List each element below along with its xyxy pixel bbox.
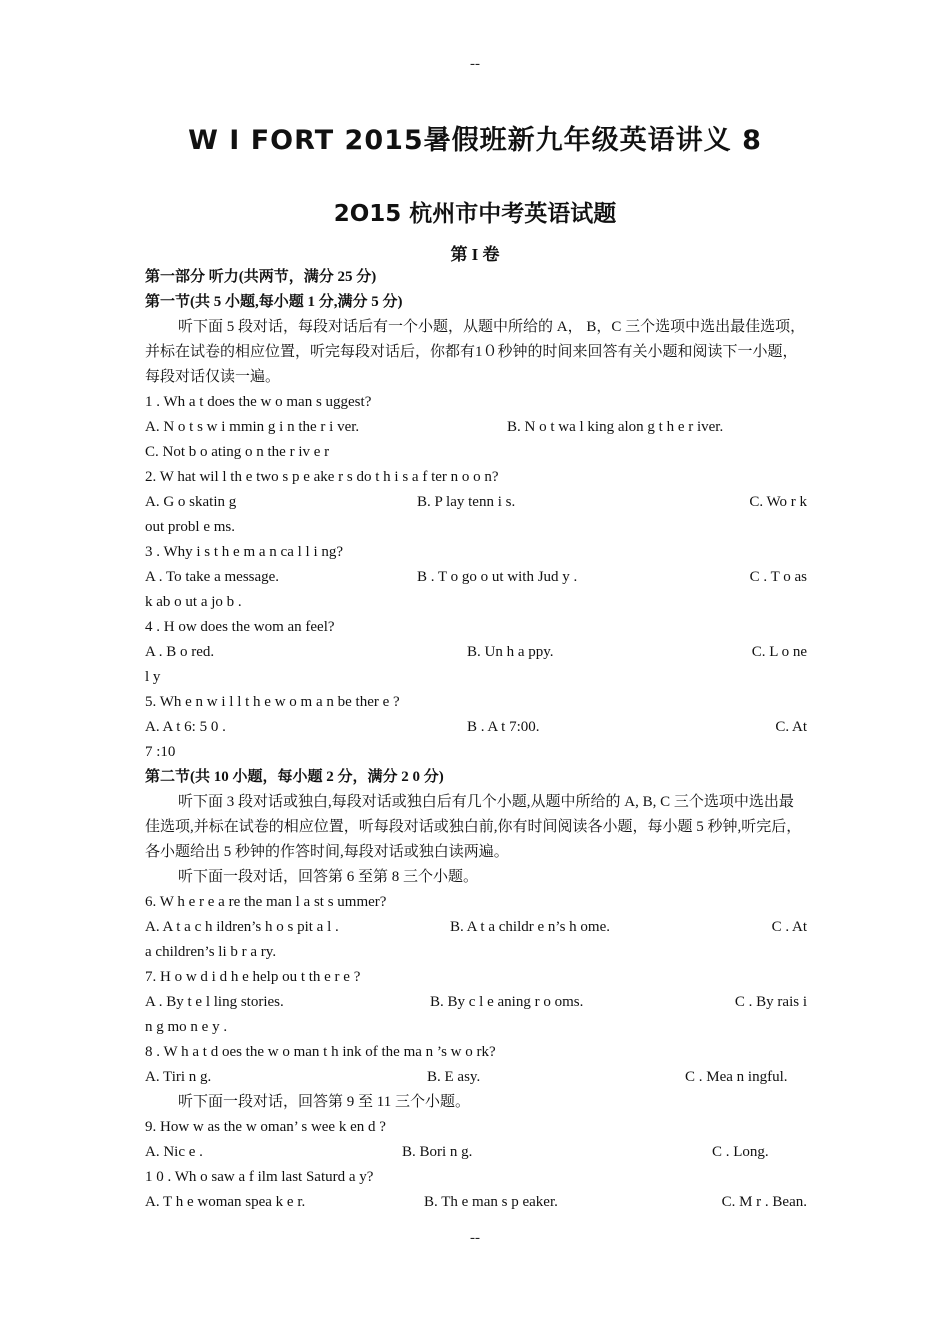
- option-b: B. A t a childr e n’s h ome.: [450, 919, 610, 935]
- question-options: [145, 490, 807, 515]
- question-options: [145, 915, 807, 940]
- option-b: B. E asy.: [427, 1069, 481, 1085]
- question-stem: 9. How w as the w oman’ s wee k en d ?: [145, 1119, 386, 1135]
- option-b: B. Bori n g.: [402, 1144, 473, 1160]
- option-c: C. L o ne: [751, 644, 807, 660]
- question-options: [145, 715, 807, 740]
- question-stem: 5. Wh e n w i l l t h e w o m a n be ther e ?: [145, 694, 400, 710]
- option-c: C . Long.: [712, 1144, 769, 1160]
- question-options: [145, 565, 807, 590]
- option-c: C . At: [771, 919, 807, 935]
- option-c-continued: a children’s li b r a ry.: [145, 944, 277, 960]
- option-c-continued: 7 :10: [145, 744, 176, 760]
- option-c: C . By rais i: [734, 994, 807, 1010]
- option-c: C. Wo r k: [749, 494, 807, 510]
- option-a: A . By t e l ling stories.: [145, 994, 284, 1010]
- question-options: [145, 1190, 807, 1215]
- question-stem: 6. W h e r e a re the man l a st s ummer?: [145, 894, 387, 910]
- question-stem: 8 . W h a t d oes the w o man t h ink of the ma n ’s w o rk?: [145, 1044, 496, 1060]
- question-stem: 2. W hat wil l th e two s p e ake r s do t h i s a f ter n o o n?: [145, 469, 499, 485]
- question-stem: 1 . Wh a t does the w o man s uggest?: [145, 394, 372, 410]
- option-c-continued: l y: [145, 669, 161, 685]
- option-c: C . Mea n ingful.: [685, 1069, 788, 1085]
- question-stem: 7. H o w d i d h e help ou t th e r e ?: [145, 969, 361, 985]
- question-stem: 4 . H ow does the wom an feel?: [145, 619, 335, 635]
- document-title: W I FORT 2015暑假班新九年级英语讲义 8: [188, 125, 762, 156]
- option-a: A. N o t s w i mmin g i n the r i ver.: [145, 419, 360, 435]
- section2-instruction-text: 听下面 3 段对话或独白,每段对话或独白后有几个小题,从题中所给的 A, B, C 三个选项中选出最佳选项,并标在试卷的相应位置，听每段对话或独白前,你有时间阅读各小题，每小题 5 秒钟,听完后，各小题给出 5 秒钟的作答时间,每段对话或独白读两遍。: [145, 794, 802, 860]
- section2-instruction: [145, 790, 807, 865]
- question-stem: 1 0 . Wh o saw a f ilm last Saturd a y?: [145, 1169, 374, 1185]
- option-a: A. A t a c h ildren’s h o s pit a l .: [145, 919, 339, 935]
- option-a: A . B o red.: [145, 644, 215, 660]
- option-c-continued: n g mo n e y .: [145, 1019, 228, 1035]
- option-c: C . T o as: [749, 569, 807, 585]
- question-options: [145, 1065, 807, 1090]
- option-b: B. Un h a ppy.: [467, 644, 554, 660]
- page-mark-top: --: [470, 56, 480, 72]
- option-b: B. P lay tenn i s.: [417, 494, 516, 510]
- question-options: [145, 990, 807, 1015]
- volume-label: 第 I 卷: [450, 245, 500, 264]
- option-c: C. Not b o ating o n the r iv e r: [145, 444, 330, 460]
- option-a: A. T h e woman spea k e r.: [145, 1194, 306, 1210]
- question-options: [145, 640, 807, 665]
- part1-heading: 第一部分 听力(共两节，满分 25 分): [145, 269, 377, 285]
- group1-intro: 听下面一段对话，回答第 6 至第 8 三个小题。: [178, 869, 479, 885]
- exam-content: [145, 265, 807, 1215]
- option-c: C. At: [775, 719, 807, 735]
- option-b: B. Th e man s p eaker.: [424, 1194, 558, 1210]
- option-b: B . T o go o ut with Jud y .: [417, 569, 578, 585]
- option-c: C. M r . Bean.: [721, 1194, 807, 1210]
- option-a: A. Nic e .: [145, 1144, 203, 1160]
- option-a: A . To take a message.: [145, 569, 280, 585]
- option-c-continued: out probl e ms.: [145, 519, 235, 535]
- option-b: B. N o t wa l king alon g t h e r iver.: [507, 419, 724, 435]
- option-a: A. G o skatin g: [145, 494, 237, 510]
- section1-heading: 第一节(共 5 小题,每小题 1 分,满分 5 分): [145, 294, 403, 310]
- group2-intro: 听下面一段对话，回答第 9 至 11 三个小题。: [178, 1094, 470, 1110]
- option-c-continued: k ab o ut a jo b .: [145, 594, 242, 610]
- question-options: [145, 1140, 807, 1165]
- section2-heading: 第二节(共 10 小题，每小题 2 分，满分 2 0 分): [145, 769, 444, 785]
- page-mark-bottom: --: [470, 1230, 480, 1246]
- option-b: B. By c l e aning r o oms.: [430, 994, 584, 1010]
- option-a: A. Tiri n g.: [145, 1069, 212, 1085]
- section1-instruction-text: 听下面 5 段对话，每段对话后有一个小题，从题中所给的 A， B，C 三个选项中选出最佳选项，并标在试卷的相应位置，听完每段对话后，你都有1０秒钟的时间来回答有关小题和阅读下一小题，每段对话仅读一遍。: [145, 319, 806, 385]
- section1-instruction: [145, 315, 807, 390]
- option-a: A. A t 6: 5 0 .: [145, 719, 226, 735]
- exam-title: 2O15 杭州市中考英语试题: [333, 201, 617, 227]
- question-options: [145, 415, 807, 440]
- question-stem: 3 . Why i s t h e m a n ca l l i ng?: [145, 544, 344, 560]
- option-b: B . A t 7:00.: [467, 719, 540, 735]
